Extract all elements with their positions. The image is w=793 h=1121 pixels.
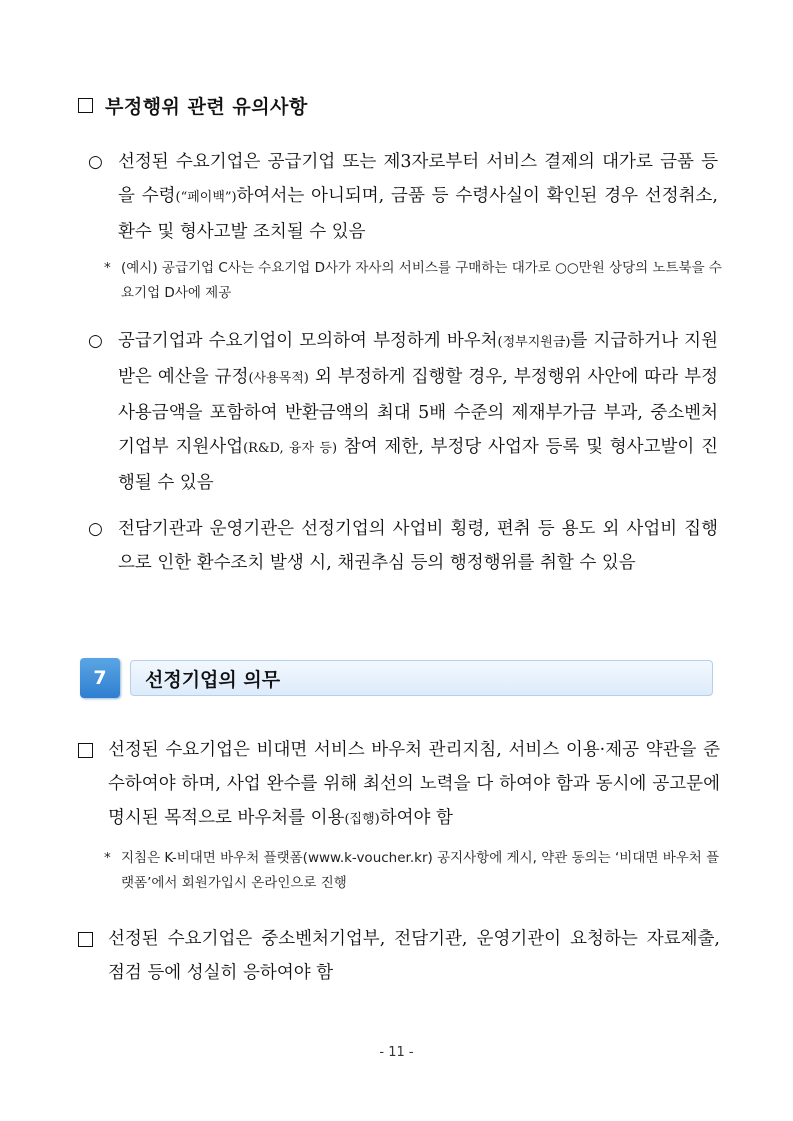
page-number: - 11 -: [379, 1045, 414, 1060]
note-text: (예시) 공급기업 C사는 수요기업 D사가 자사의 서비스를 구매하는 대가로 ○○만원 상당의 노트북을 수요기업 D사에 제공: [121, 260, 722, 301]
obligation-note: [104, 846, 724, 896]
chapter-number-badge: 7: [80, 658, 120, 698]
section-heading: [78, 92, 308, 119]
chapter-title-bar: [130, 660, 713, 696]
bullet-paragraph-2: [88, 324, 718, 500]
bullet-text: 선정된 수요기업은 공급기업 또는 제3자로부터 서비스 결제의 대가로 금품 등을 수령(“페이백”)하여서는 아니되며, 금품 등 수령사실이 확인된 경우 선정취소, 환수 및 형사고발 조치될 수 있음: [118, 152, 718, 242]
bullet-text: 전담기관과 운영기관은 선정기업의 사업비 횡령, 편취 등 용도 외 사업비 집행으로 인한 환수조치 발생 시, 채권추심 등의 행정행위를 취할 수 있음: [118, 519, 718, 573]
checkbox-square-icon: [78, 932, 93, 947]
obligation-paragraph-1: [78, 733, 720, 837]
circle-bullet-icon: ○: [88, 152, 103, 172]
section-title: 부정행위 관련 유의사항: [105, 96, 308, 118]
bullet-paragraph-3: [88, 512, 718, 580]
checkbox-square-icon: [78, 743, 93, 758]
checkbox-square-icon: [78, 98, 93, 113]
chapter-title: 선정기업의 의무: [145, 668, 281, 691]
asterisk-mark: *: [104, 850, 111, 866]
obligation-text: 선정된 수요기업은 중소벤처기업부, 전담기관, 운영기관이 요청하는 자료제출, 점검 등에 성실히 응하여야 함: [108, 929, 720, 983]
asterisk-mark: *: [104, 260, 111, 276]
example-note: [104, 256, 724, 306]
circle-bullet-icon: ○: [88, 519, 103, 539]
bullet-text: 공급기업과 수요기업이 모의하여 부정하게 바우처(정부지원금)를 지급하거나 지원받은 예산을 규정(사용목적) 외 부정하게 집행할 경우, 부정행위 사안에 따라 부정사용금액을 포함하여 반환금액의 최대 5배 수준의 제재부가금 부과, 중소벤처기업부 지원사업(R&D, 융자 등) 참여 제한, 부정당 사업자 등록 및 형사고발이 진행될 수 있음: [118, 331, 718, 493]
obligation-paragraph-2: [78, 922, 720, 990]
bullet-paragraph-1: [88, 145, 718, 249]
circle-bullet-icon: ○: [88, 331, 103, 351]
note-text: 지침은 K-비대면 바우처 플랫폼(www.k-voucher.kr) 공지사항에 게시, 약관 동의는 ‘비대면 바우처 플랫폼’에서 회원가입시 온라인으로 진행: [121, 850, 720, 891]
obligation-text: 선정된 수요기업은 비대면 서비스 바우처 관리지침, 서비스 이용·제공 약관을 준수하여야 하며, 사업 완수를 위해 최선의 노력을 다 하여야 함과 동시에 공고문에 명시된 목적으로 바우처를 이용(집행)하여야 함: [108, 740, 720, 828]
